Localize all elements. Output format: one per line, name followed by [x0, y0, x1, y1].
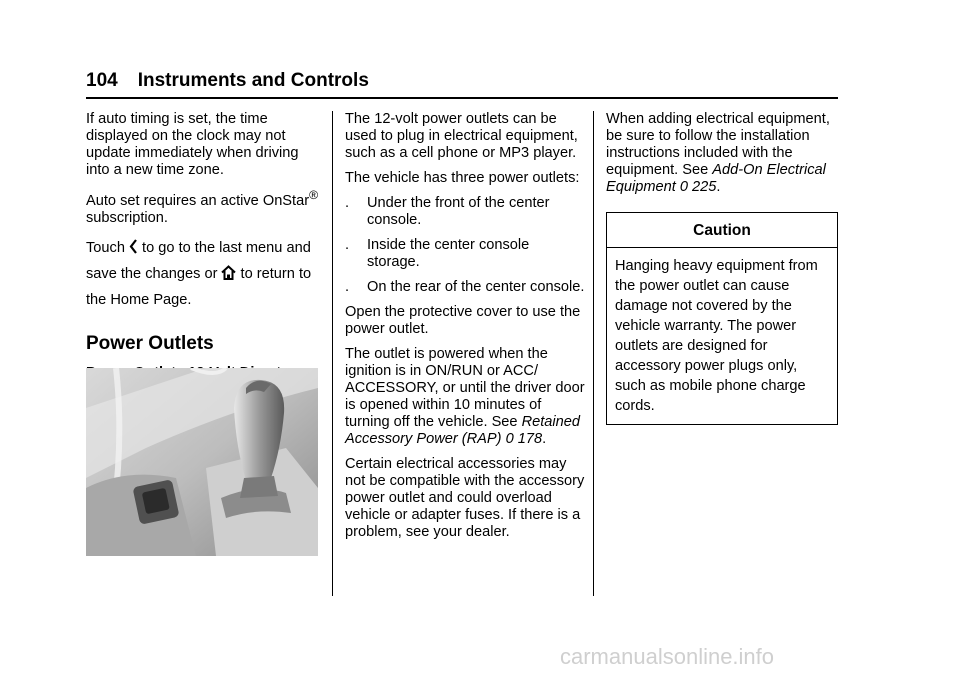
watermark: carmanualsonline.info	[560, 644, 775, 669]
adding-text: When adding electrical equipment, be sure to follow the installation instructions included with the equipment. See	[606, 111, 830, 178]
caution-title: Caution	[607, 213, 837, 248]
touch-end-text: to return to the Home Page.	[86, 265, 312, 308]
section-title: Instruments and Controls	[137, 70, 369, 91]
paragraph-adding-equipment	[606, 111, 838, 196]
add-on-electrical-link[interactable]: Add-On Electrical Equipment	[606, 162, 826, 195]
add-on-page-ref[interactable]: 0 225	[675, 179, 717, 195]
list-item	[345, 279, 585, 296]
list-item	[345, 195, 585, 229]
bullet-mark: .	[345, 279, 350, 295]
period: .	[542, 431, 547, 447]
header-rule	[86, 97, 838, 99]
paragraph-auto-timing: If auto timing is set, the time displayed on the clock may not update immediately when driving into a new time zone.	[86, 111, 299, 178]
bullet-text: Under the front of the center console.	[367, 195, 550, 228]
column-2	[345, 111, 585, 549]
registered-mark: ®	[309, 188, 319, 202]
power-outlet-photo	[86, 368, 318, 556]
onstar-text: Auto set requires an active OnStar	[86, 192, 310, 209]
column-1	[86, 111, 322, 407]
paragraph-onstar	[86, 187, 322, 227]
column-divider-2	[593, 111, 594, 596]
chevron-left-icon	[129, 239, 138, 254]
touch-middle-text: to go to the last menu and save the changes or	[86, 239, 311, 282]
paragraph-touch	[86, 235, 322, 313]
bullet-mark: .	[345, 237, 350, 253]
onstar-tail: subscription.	[86, 209, 168, 226]
rap-page-ref[interactable]: 0 178	[501, 431, 543, 447]
home-icon	[221, 265, 236, 280]
column-divider-1	[332, 111, 333, 596]
paragraph-three-outlets: The vehicle has three power outlets:	[345, 170, 580, 186]
caution-body: Hanging heavy equipment from the power outlet can cause damage not covered by the vehicle warranty. The power outlets are designed for accessory power plugs only, such as mobile phone charge cords.	[615, 258, 818, 414]
paragraph-protective-cover: Open the protective cover to use the power outlet.	[345, 304, 581, 337]
paragraph-powered-when	[345, 346, 585, 448]
page-number: 104	[86, 70, 118, 91]
list-item	[345, 237, 585, 271]
bullet-text: Inside the center console storage.	[367, 237, 530, 270]
caution-box	[606, 212, 838, 425]
page-header	[86, 70, 369, 92]
paragraph-12v-usage: The 12-volt power outlets can be used to plug in electrical equipment, such as a cell phone or MP3 player.	[345, 111, 578, 161]
section-heading-power-outlets: Power Outlets	[86, 332, 214, 354]
bullet-text: On the rear of the center console.	[367, 279, 585, 295]
column-3	[606, 111, 838, 425]
powered-text: The outlet is powered when the ignition is in ON/RUN or ACC/ ACCESSORY, or until the driver door is opened within 10 minutes of turning off the vehicle. See	[345, 346, 585, 430]
bullet-mark: .	[345, 195, 350, 211]
paragraph-compatibility: Certain electrical accessories may not be compatible with the accessory power outlet and could overload vehicle or adapter fuses. If there is a problem, see your dealer.	[345, 456, 585, 540]
touch-text: Touch	[86, 239, 129, 256]
rap-link[interactable]: Retained Accessory Power (RAP)	[345, 414, 581, 447]
period: .	[716, 179, 721, 195]
